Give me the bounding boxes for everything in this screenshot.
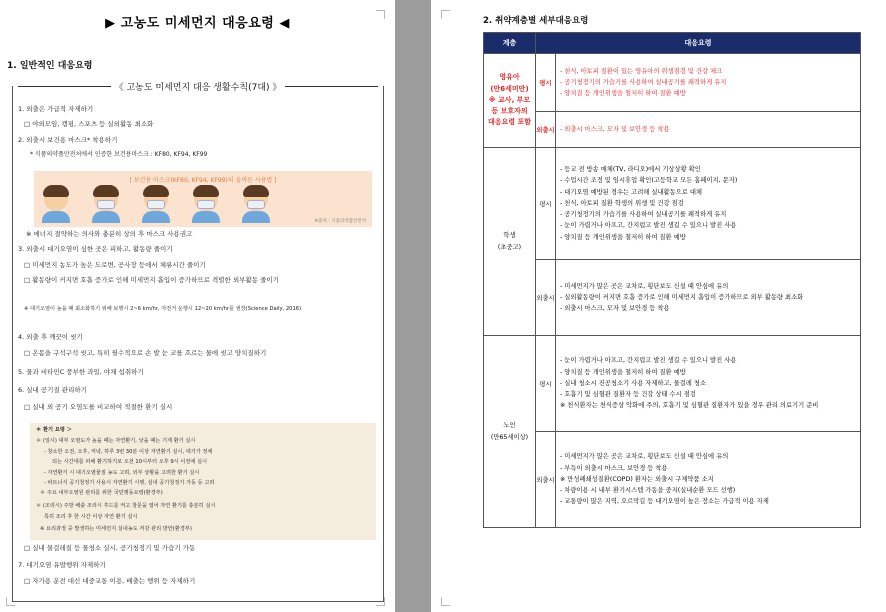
rule-item: □ 야외모임, 캠핑, 스포츠 등 실외활동 최소화: [24, 120, 154, 128]
rule-item: □ 실내 외 공기 오염도를 비교하여 적절한 환기 실시: [24, 403, 173, 411]
list-item: - 눈이 가렵거나 아프고, 간지럽고 발진 생길 수 있으니 발진 사용: [560, 357, 737, 365]
list-item: - 실외활동량이 커지면 호흡 증가로 인해 미세먼지 흡입이 증가하므로 외부 활동량 최소화: [560, 293, 804, 301]
vent-line: 되는 시간대를 피해 환기하기로 오전 10시부터 오후 9시 이전에 실시: [52, 459, 208, 465]
mask-image-source: ※출처 : 식품의약품안전처: [314, 219, 366, 224]
rule-item: □ 온몸을 구석구석 씻고, 특히 필수적으로 손 발 눈 코를 흐르는 물에 씻고 양치질하기: [24, 349, 267, 357]
vent-line: - 창소한 오전, 오후, 저녁, 하루 3번 30분 이상 자연환기 실시, 대기가 정체: [44, 449, 213, 455]
mask-step-figure: [140, 185, 172, 223]
list-item: - 대기오염 예방된 경우는 고려해 실내활동으로 대체: [560, 188, 703, 196]
vent-line: ※ 요리과정 중 발생하는 미세먼지 실내농도 저감 관리 방안(환경부): [40, 526, 192, 532]
list-item: - 교통량이 많은 지역, 오르막길 등 대기오염이 높은 장소는 가급적 이용 자제: [560, 498, 769, 506]
rule-heading-2: 2. 외출시 보건용 마스크* 착용하기: [18, 136, 118, 144]
document-page-left: [0, 0, 395, 612]
subgroup-normal: 평시: [536, 148, 556, 260]
rule-heading-4: 4. 외출 후 깨끗이 씻기: [18, 333, 83, 341]
group-label-line: ※ 교사, 부모: [488, 95, 531, 104]
mask-usage-caption: [ 보건용 마스크(KF80, KF94, KF99)의 올바른 사용법 ]: [129, 177, 277, 184]
list-item: - 미세먼지가 많은 곳은 교차로, 횡단보도 신설 때 안심에 유의: [560, 282, 729, 290]
rule-heading-5: 5. 물과 비타민C 풍부한 과일, 야채 섭취하기: [18, 368, 144, 376]
students-alert-items: [556, 260, 861, 336]
vent-line: - 자연환기 시 대기오염물질 농도 고려, 외부 상황을 고려한 환기 실시: [44, 470, 200, 476]
group-label-line: 등 보호자의: [491, 107, 528, 116]
rule-note: * 식품의약품안전처에서 인증한 보건용마스크 : KF80, KF94, KF99: [30, 151, 208, 158]
list-item: - 양치질 등 개인위생을 철저히 하여 질환 예방: [560, 90, 686, 98]
list-item: - 차량이용 시 내부 환기시스템 가동을 중지(실내순환 모드 선행): [560, 487, 736, 495]
crop-mark: [441, 597, 450, 606]
subgroup-alert: 외출시: [536, 432, 556, 528]
elderly-alert-items: [556, 432, 861, 528]
list-item: - 천식, 아토피 질환이 있는 영유아의 위생점검 및 건강 체크: [560, 67, 723, 75]
rule-heading-6: 6. 실내 공기질 관리하기: [18, 386, 87, 394]
rule-note: ※ 대기오염이 높을 때 최소화하기 위해 보행시 2~6 km/hr, 자전거 운행시 12~20 km/hr를 권장(Science Daily, 2016): [24, 306, 302, 312]
group-label-line: (만65세이상): [490, 433, 529, 441]
list-item: ※ 만성폐쇄성질환(COPD) 환자는 외출시 구제약품 소지: [560, 475, 714, 483]
list-item: - 등교 전 방송 매체(TV, 라디오)에서 기상상황 확인: [560, 166, 701, 174]
mask-step-figure: [40, 185, 72, 223]
list-item: - 수업시간 조정 및 임시휴업 확인(고등학교 모든 홈페이지, 문자): [560, 177, 738, 185]
group-label-infants: [484, 54, 536, 148]
rule-heading-3: 3. 외출시 대기오염이 심한 곳은 피하고, 활동량 줄이기: [18, 245, 173, 253]
infants-normal-items: [556, 54, 861, 112]
group-label-line: 대응요령 포함: [487, 118, 531, 127]
vent-heading: ＊ 환기 요령 ＞: [36, 427, 72, 433]
subgroup-normal: 평시: [536, 336, 556, 432]
vent-line: ＊ (조리시) 주방 배출 조리시 후드를 켜고 창문을 열어 자연 환기를 충분히 실시: [36, 503, 216, 509]
section-heading-general: 1. 일반적인 대응요령: [7, 61, 93, 71]
group-label-elderly: [484, 336, 536, 528]
list-item: - 천식, 아토피 질환 학생의 위생 및 건강 점검: [560, 199, 684, 207]
group-label-line: (만6세미만): [490, 84, 529, 93]
table-row-students-alert: [484, 260, 861, 336]
mask-step-figure: [90, 185, 122, 223]
group-label-line: 영유아: [499, 73, 520, 82]
elderly-normal-items: [556, 336, 861, 432]
group-label-line: 학생: [503, 232, 516, 240]
list-item: - 공기청정기의 가습기를 사용하여 실내공기를 쾌적하게 유지: [560, 78, 727, 86]
subgroup-alert: 외출시: [536, 260, 556, 336]
rule-item: □ 미세먼지 농도가 높은 도로변, 공사장 등에서 체류시간 줄이기: [24, 261, 206, 269]
section-heading-vulnerable: 2. 취약계층별 세부대응요령: [483, 16, 589, 26]
rule-heading-1: 1. 외출은 가급적 자제하기: [18, 105, 94, 113]
group-label-students: [484, 148, 536, 336]
vent-line: 특히 조리 후 한 시간 이상 자연 환기 실시: [44, 514, 138, 520]
infants-alert-items: [556, 112, 861, 148]
table-row-elderly-alert: [484, 432, 861, 528]
list-item: - 외출시 마스크, 모자 및 보안경 등 착용: [560, 305, 670, 313]
table-row-elderly-normal: [484, 336, 861, 432]
document-title: ▶ 고농도 미세먼지 대응요령 ◀: [105, 16, 290, 31]
vent-line: ＊ 주요 내부오염원 관리를 위한 국민행동요령(환경부): [40, 490, 163, 496]
subgroup-normal: 평시: [536, 54, 556, 112]
list-item: - 외출시 마스크, 모자 및 보안경 등 착용: [560, 125, 670, 133]
group-label-line: (초중고): [497, 243, 522, 251]
table-header-row: [484, 33, 861, 54]
list-item: ※ 천식환자는 천식증상 악화에 주의, 호흡기 및 심혈관 질환자가 있을 경우 관리 의료기기 준비: [560, 402, 819, 410]
list-item: - 부득이 외출시 마스크, 보안경 등 착용: [560, 464, 668, 472]
subgroup-alert: 외출시: [536, 112, 556, 148]
students-normal-items: [556, 148, 861, 260]
table-header-plan: 대응요령: [536, 33, 861, 54]
document-page-right: [431, 0, 886, 612]
group-label-line: 노인: [503, 422, 516, 430]
list-item: - 공기청정기의 가습기를 사용하여 실내공기를 쾌적하게 유지: [560, 211, 727, 219]
list-item: - 양치질 등 개인위생을 철저히 하여 질환 예방: [560, 368, 686, 376]
table-header-group: 계층: [484, 33, 536, 54]
mask-step-figure: [240, 185, 272, 223]
list-item: - 눈이 가렵거나 아프고, 간지럽고 발진 생길 수 있으니 발진 사용: [560, 222, 737, 230]
rule-item: □ 실내 물걸레질 등 물청소 실시, 공기청정기 및 가습기 가동: [24, 544, 196, 552]
table-row-students-normal: [484, 148, 861, 260]
vent-line: - 파트너식 공기청정기 사용시 자연환기 시행, 실내 공기청정기 가동 등 고려: [44, 480, 215, 486]
vent-line: ＊ (일시) 대부 오염도가 높을 때는 자연환기, 낮을 때는 기계 환기 실시: [36, 438, 196, 444]
rules-box-title-text: 《 고농도 미세먼지 대응 생활수칙(7대) 》: [114, 83, 282, 93]
list-item: - 실내 청소시 진공청소기 사용 자제하고, 물걸레 청소: [560, 379, 707, 387]
list-item: - 양치질 등 개인위생을 철저히 하여 질환 예방: [560, 233, 686, 241]
table-row-infants-alert: [484, 112, 861, 148]
mask-usage-illustration: [34, 171, 372, 227]
rule-item: □ 자가용 운전 대신 대중교통 이용, 배출는 행위 등 자제하기: [24, 577, 196, 585]
vulnerable-groups-table: [483, 32, 861, 528]
rule-heading-7: 7. 대기오염 유발행위 자제하기: [18, 561, 106, 569]
list-item: - 미세먼지가 많은 곳은 교차로, 횡단보도 신설 때 안심에 유의: [560, 453, 729, 461]
crop-mark: [441, 10, 450, 19]
list-item: - 호흡기 및 심혈관 질환자 등 건강 상태 수시 점검: [560, 391, 696, 399]
rule-note: ※ 에너지 절약하는 의사와 충분히 상의 후 마스크 사용권고: [26, 230, 193, 238]
table-row-infants-normal: [484, 54, 861, 112]
mask-step-figure: [190, 185, 222, 223]
rule-item: □ 활동량이 커지면 호흡 증가로 인해 미세먼지 흡입이 증가하므로 격렬한 외부활동 줄이기: [24, 276, 279, 284]
